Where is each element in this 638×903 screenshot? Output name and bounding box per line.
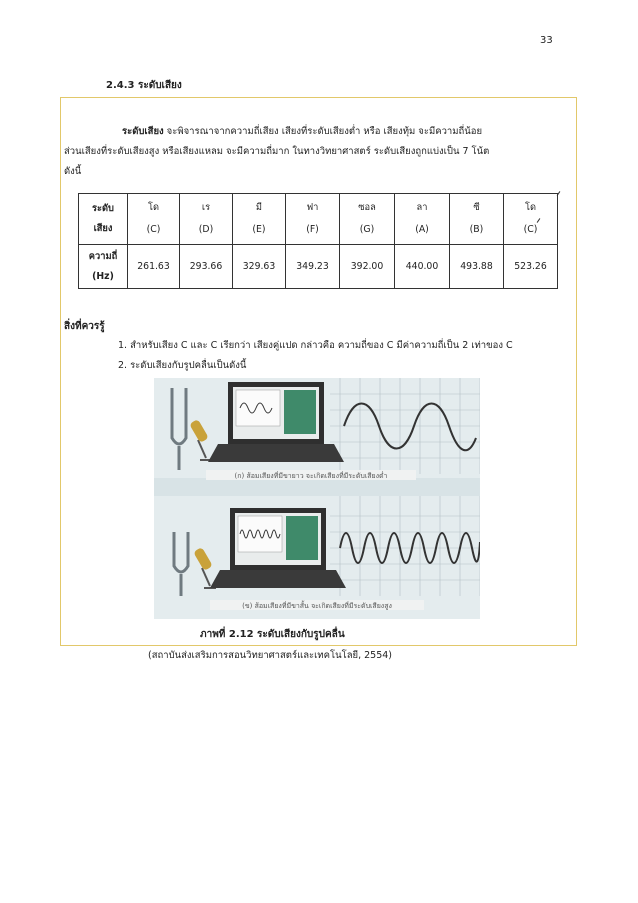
laptop-icon — [210, 508, 346, 588]
panel-low-pitch — [154, 378, 480, 480]
caption-high-pitch: (ข) ส้อมเสียงที่มีขาสั้น จะเกิดเสียงที่มีระดับเสียงสูง — [242, 602, 392, 610]
table-cell-note: ลา (A) — [395, 194, 450, 245]
table-cell-note: ซี (B) — [450, 194, 504, 245]
table-cell-frequency: 523.26 — [504, 245, 558, 289]
table-row-frequency — [79, 245, 558, 289]
table-cell-note: โด (C) — [504, 194, 558, 245]
table-cell-note: เร (D) — [180, 194, 233, 245]
table-cell-frequency: 392.00 — [340, 245, 395, 289]
list-item-octave: 1. สำหรับเสียง C และ C เรียกว่า เสียงคู่แปด กล่าวคือ ความถี่ของ C มีค่าความถี่เป็น 2 เท่าของ C — [118, 340, 513, 351]
table-cell-frequency: 261.63 — [128, 245, 180, 289]
table-row-notes — [79, 194, 558, 245]
intro-lead: ระดับเสียง — [122, 126, 164, 137]
intro-line-3: ดังนี้ — [64, 166, 82, 177]
intro-line-2: ส่วนเสียงที่ระดับเสียงสูง หรือเสียงแหลม จะมีความถี่มาก ในทางวิทยาศาสตร์ ระดับเสียงถูกแบ่งเป็น 7 โน้ต — [64, 146, 490, 157]
list-item-waveform: 2. ระดับเสียงกับรูปคลื่นเป็นดังนี้ — [118, 360, 247, 371]
intro-line-1: จะพิจารณาจากความถี่เสียง เสียงที่ระดับเสียงต่ำ หรือ เสียงทุ้ม จะมีความถี่น้อย — [163, 126, 483, 137]
knowledge-heading: สิ่งที่ควรรู้ — [64, 321, 105, 332]
header-level: ระดับ เสียง — [79, 194, 128, 245]
sound-waveform-figure — [154, 378, 480, 619]
figure-caption-source: (สถาบันส่งเสริมการสอนวิทยาศาสตร์และเทคโนโลยี, 2554) — [148, 650, 393, 661]
panel-high-pitch — [154, 496, 480, 619]
page-number: 33 — [540, 35, 553, 46]
header-frequency: ความถี่ (Hz) — [79, 245, 128, 289]
table-cell-note: ฟา (F) — [286, 194, 340, 245]
laptop-icon — [208, 382, 344, 462]
note-frequency-table — [78, 193, 558, 289]
intro-paragraph — [64, 122, 560, 182]
table-cell-note: ซอล (G) — [340, 194, 395, 245]
figure-caption-title: ภาพที่ 2.12 ระดับเสียงกับรูปคลื่น — [200, 629, 345, 640]
table-cell-frequency: 493.88 — [450, 245, 504, 289]
table-cell-frequency: 440.00 — [395, 245, 450, 289]
table-cell-note: มี (E) — [233, 194, 286, 245]
table-cell-frequency: 349.23 — [286, 245, 340, 289]
section-heading: 2.4.3 ระดับเสียง — [106, 80, 182, 91]
table-cell-frequency: 293.66 — [180, 245, 233, 289]
table-cell-frequency: 329.63 — [233, 245, 286, 289]
table-cell-note: โด (C) — [128, 194, 180, 245]
figure-illustration — [154, 378, 480, 619]
caption-low-pitch: (ก) ส้อมเสียงที่มีขายาว จะเกิดเสียงที่มีระดับเสียงต่ำ — [234, 472, 388, 480]
